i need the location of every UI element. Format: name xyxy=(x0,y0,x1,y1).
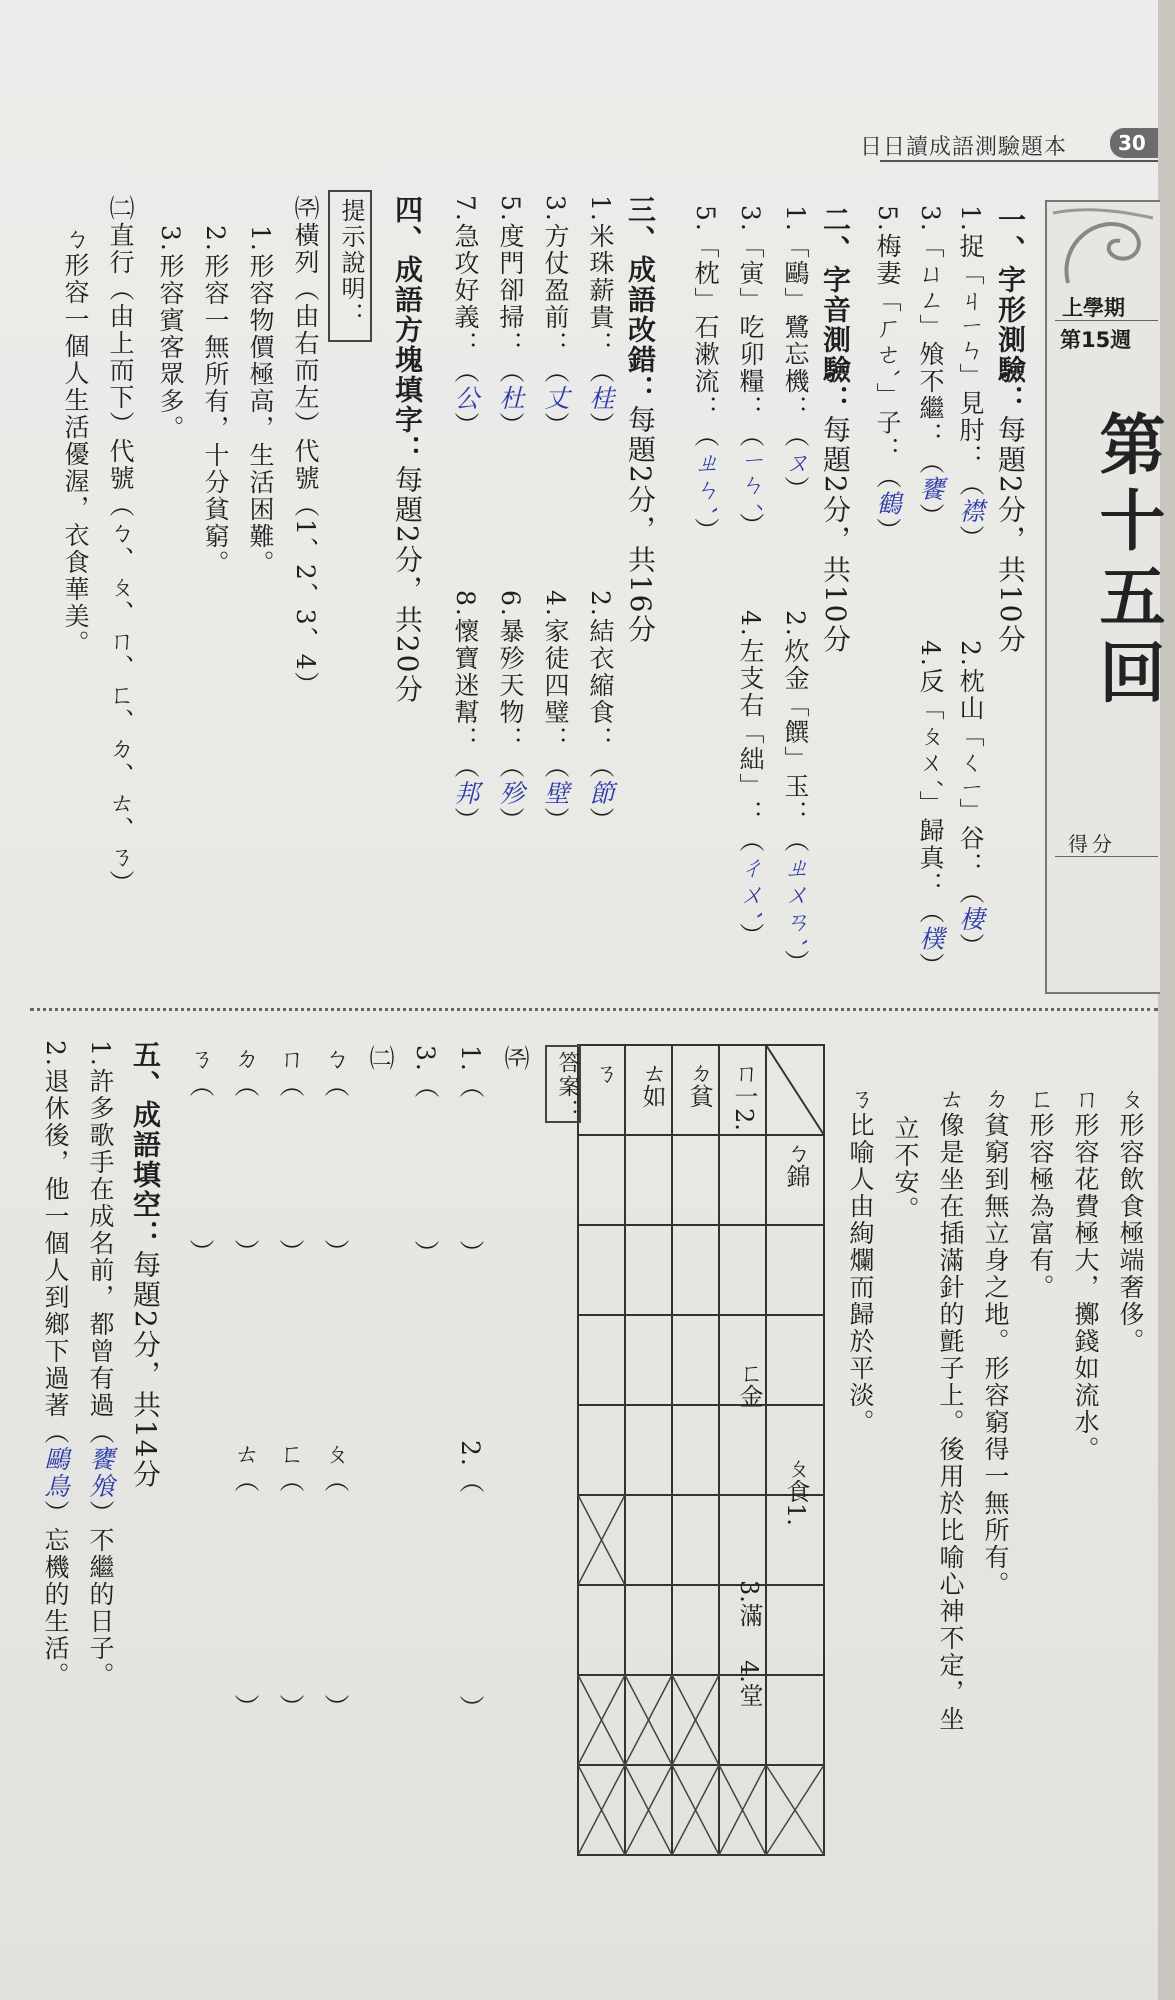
handwritten-answer: ㄓㄣˋ xyxy=(691,448,720,518)
handwritten-answer: 饔飧 xyxy=(86,1445,115,1500)
handwritten-answer: ㄧㄣˊ xyxy=(736,448,765,513)
section2-q2: 2.炊金「饌」玉：（ㄓㄨㄢˋ） xyxy=(781,610,810,977)
handwritten-answer: 鶴 xyxy=(873,490,902,518)
section1-q4: 4.反「ㄆㄨˊ」歸真：（樸） xyxy=(916,640,945,980)
handwritten-answer: 襟 xyxy=(956,497,985,525)
answer-down-p: ㄆ（） xyxy=(321,1440,350,1721)
handwritten-answer: ㄓㄨㄢˋ xyxy=(781,853,810,950)
yi-item-m: ㄇ形容花費極大，擲錢如流水。 xyxy=(1071,1085,1100,1463)
grid-cell-t: ㄊ如 xyxy=(638,1060,666,1108)
section4-heading: 四、成語方塊填字：每題2分，共20分 xyxy=(391,195,424,705)
answer-across-2: 2.（） xyxy=(456,1440,485,1722)
handwritten-answer: 棲 xyxy=(956,905,985,933)
answer-across-1: 1.（） xyxy=(456,1045,485,1267)
grid-cell-p: ㄆ食1. xyxy=(782,1455,810,1526)
section1-q2: 2.枕山「ㄑㄧ」谷：（棲） xyxy=(956,640,985,960)
answer-label-box xyxy=(545,1045,581,1123)
term-label: 上學期 xyxy=(1062,296,1125,320)
grid-cell-d: ㄉ貧 xyxy=(685,1060,713,1108)
yi-instruction: ㈡直行（由上而下）代號（ㄅ、ㄆ、ㄇ、ㄈ、ㄉ、ㄊ、ㄋ） xyxy=(106,195,135,897)
header-rule xyxy=(880,160,1158,162)
handwritten-answer: ㄔㄨˋ xyxy=(736,853,765,923)
handwritten-answer: 杜 xyxy=(496,384,525,412)
divider xyxy=(1055,320,1158,321)
section5-q2: 2.退休後，他一個人到鄉下過著（鷗鳥）忘機的生活。 xyxy=(41,1040,70,1689)
section2-q1: 1.「鷗」鷺忘機：（ㄡ） xyxy=(781,205,810,503)
section2-q3: 3.「寅」吃卯糧：（ㄧㄣˊ） xyxy=(736,205,765,540)
section3-q6: 6.暴殄天物：（殄） xyxy=(496,590,525,834)
grid-cell-3: 3.滿 xyxy=(735,1580,763,1627)
section3-q7: 7.急攻好義：（公） xyxy=(451,195,480,439)
week-label: 第15週 xyxy=(1060,328,1132,352)
grid-cell-b: ㄅ錦 xyxy=(782,1140,810,1188)
grid-cell-4: 4.堂 xyxy=(735,1660,763,1707)
handwritten-answer: 丈 xyxy=(541,384,570,412)
handwritten-answer: 節 xyxy=(586,779,615,807)
answer-down-t: ㄊ（） xyxy=(231,1440,260,1721)
section3-q1: 1.米珠薪貴：（桂） xyxy=(586,195,615,439)
section1-heading: 一、字形測驗：每題2分，共10分 xyxy=(994,205,1027,655)
section2-heading: 二、字音測驗：每題2分，共10分 xyxy=(819,205,852,655)
section3-q3: 3.方仗盈前：（丈） xyxy=(541,195,570,439)
page-number: 30 xyxy=(1110,128,1158,158)
score-label: 得分 xyxy=(1068,832,1116,856)
handwritten-answer: 饔 xyxy=(916,475,945,503)
section5-q1: 1.許多歌手在成名前，都曾有過（饔飧）不繼的日子。 xyxy=(86,1040,115,1689)
jia-item-3: 3.形容賓客眾多。 xyxy=(156,225,185,442)
handwritten-answer: 殄 xyxy=(496,779,525,807)
grid-cell-m: ㄇ一2. xyxy=(730,1060,758,1131)
answer-jia: ㈜ xyxy=(501,1045,530,1072)
grid-cell-f: ㄈ金 xyxy=(735,1360,763,1408)
section2-q5: 5.「枕」石漱流：（ㄓㄣˋ） xyxy=(691,205,720,545)
yi-item-p: ㄆ形容飲食極端奢侈。 xyxy=(1116,1085,1145,1355)
section-divider xyxy=(30,1008,1158,1011)
section3-q8: 8.懷寶迷幫：（邦） xyxy=(451,590,480,834)
handwritten-answer: 邦 xyxy=(451,779,480,807)
section3-q5: 5.度門卻掃：（杜） xyxy=(496,195,525,439)
handwritten-answer: 桂 xyxy=(586,384,615,412)
yi-item-d: ㄉ貧窮到無立身之地。形容窮得一無所有。 xyxy=(981,1085,1010,1598)
answer-label: 答案： xyxy=(555,1051,580,1123)
answer-down-n: ㄋ（） xyxy=(186,1045,215,1266)
handwritten-answer: 壁 xyxy=(541,779,570,807)
jia-instruction: ㈜橫列（由右而左）代號（1、2、3、4） xyxy=(291,195,320,699)
handwritten-answer: 鷗鳥 xyxy=(41,1445,70,1500)
yi-item-f: ㄈ形容極為富有。 xyxy=(1026,1085,1055,1301)
handwritten-answer: ㄡ xyxy=(781,448,810,476)
score-line xyxy=(1055,856,1158,857)
answer-down-f: ㄈ（） xyxy=(276,1440,305,1721)
answer-yi: ㈡ xyxy=(366,1045,395,1072)
jia-item-1: 1.形容物價極高，生活困難。 xyxy=(246,225,275,577)
section5-heading: 五、成語填空：每題2分，共14分 xyxy=(129,1040,162,1490)
handwritten-answer: 公 xyxy=(451,384,480,412)
yi-item-n: ㄋ比喻人由絢爛而歸於平淡。 xyxy=(846,1085,875,1436)
answer-down-m: ㄇ（） xyxy=(276,1045,305,1266)
section1-q1: 1.捉「ㄐㄧㄣ」見肘：（襟） xyxy=(956,205,985,552)
book-title: 日日讀成語測驗題本 xyxy=(860,135,1068,160)
hint-box xyxy=(328,190,372,342)
ornament-icon xyxy=(1048,203,1158,293)
answer-across-3: 3.（） xyxy=(411,1045,440,1267)
section3-q2: 2.結衣縮食：（節） xyxy=(586,590,615,834)
lesson-title: 第十五回 xyxy=(1088,410,1166,714)
handwritten-answer: 樸 xyxy=(916,925,945,953)
answer-down-d: ㄉ（） xyxy=(231,1045,260,1266)
section3-q4: 4.家徒四璧：（壁） xyxy=(541,590,570,834)
yi-item-t-cont: 立不安。 xyxy=(891,1115,920,1223)
jia-item-2: 2.形容一無所有，十分貧窮。 xyxy=(201,225,230,577)
grid-cell-n: ㄋ xyxy=(590,1060,618,1084)
yi-item-t: ㄊ像是坐在插滿針的氈子上。後用於比喻心神不定，坐 xyxy=(936,1085,965,1733)
answer-down-b: ㄅ（） xyxy=(321,1045,350,1266)
section2-q4: 4.左支右「絀」：（ㄔㄨˋ） xyxy=(736,610,765,950)
section3-heading: 三、成語改錯：每題2分，共16分 xyxy=(624,195,657,645)
section1-q5: 5.梅妻「ㄏㄜˋ」子：（鶴） xyxy=(873,205,902,545)
hint-label: 提示說明： xyxy=(337,198,365,328)
section1-q3: 3.「ㄩㄥ」飧不繼：（饔） xyxy=(916,205,945,530)
yi-item-b: ㄅ形容一個人生活優渥，衣食華美。 xyxy=(61,225,90,657)
